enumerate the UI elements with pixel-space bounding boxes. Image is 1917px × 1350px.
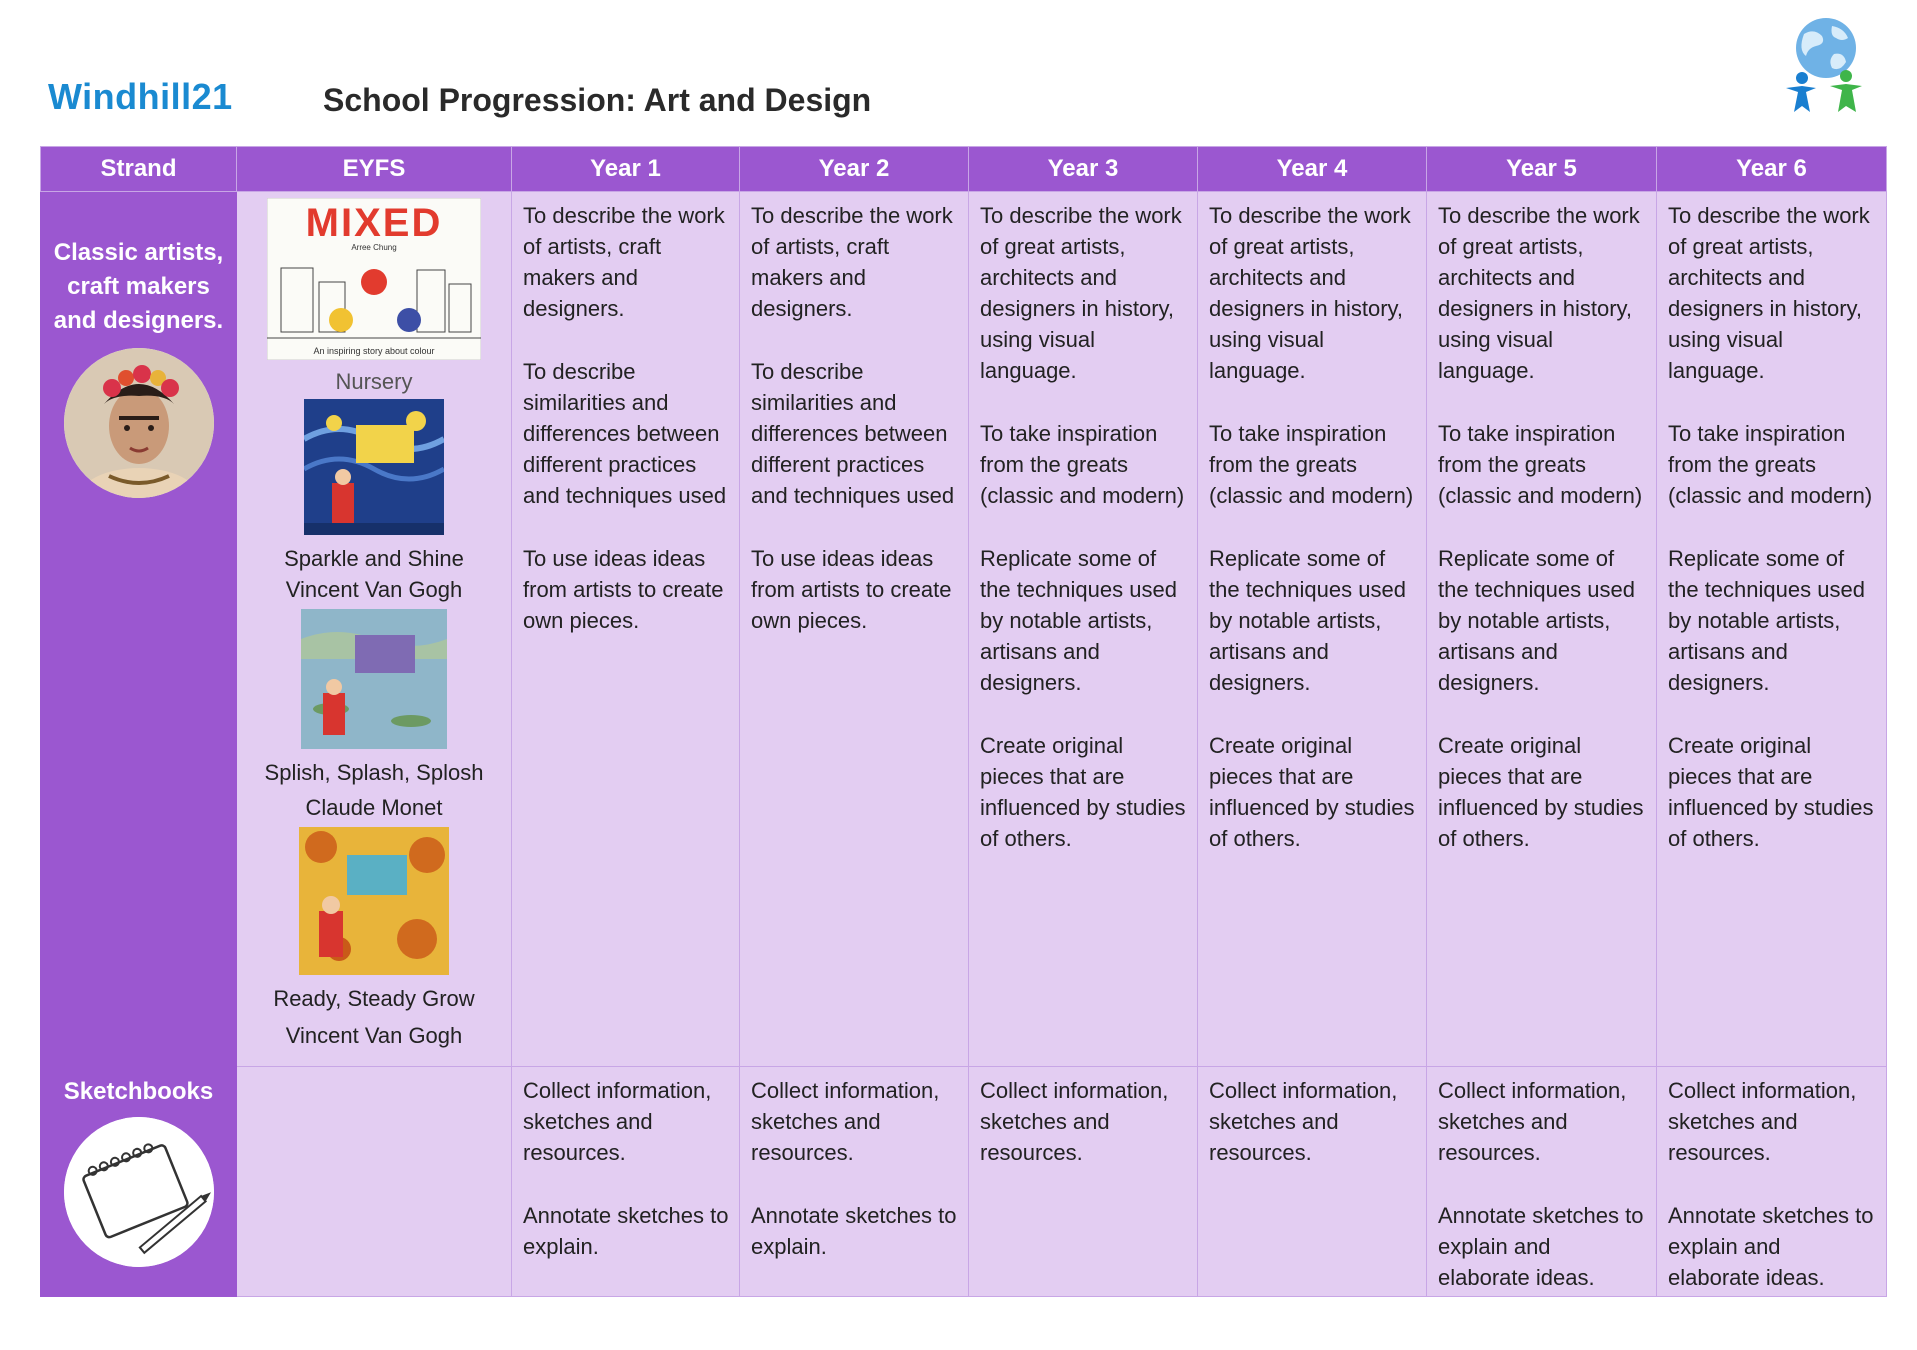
eyfs-caption-splish: Splish, Splash, Splosh	[264, 760, 484, 785]
sunflowers-book-cover-icon	[299, 827, 449, 975]
mixed-book-cover-icon	[267, 198, 481, 360]
objective-text: To take inspiration from the greats (classic and modern)	[980, 421, 1185, 508]
strand-label: Sketchbooks	[63, 1078, 214, 1105]
svg-text:An inspiring story about colou: An inspiring story about colour	[313, 346, 435, 356]
objective-text: Create original pieces that are influenced by studies of others.	[980, 733, 1186, 851]
year1-cell-classic-artists	[512, 192, 740, 1067]
starry-night-book-cover-icon	[304, 399, 444, 535]
objective-text: To describe the work of great artists, architects and designers in history, using visual language.	[1668, 203, 1870, 383]
column-header-year1: Year 1	[512, 147, 740, 192]
waterlily-book-cover-icon	[301, 609, 447, 749]
column-header-strand: Strand	[41, 147, 237, 192]
objective-text: Annotate sketches to explain and elaborate ideas.	[1438, 1203, 1644, 1290]
eyfs-caption-sparkle: Sparkle and Shine	[284, 546, 464, 571]
year3-cell-classic-artists	[969, 192, 1198, 1067]
brand-name: Windhill21	[48, 76, 233, 117]
objective-text: Collect information, sketches and resources.	[1438, 1078, 1627, 1165]
table-header-row	[41, 147, 1887, 192]
objective-text: To take inspiration from the greats (classic and modern)	[1209, 421, 1414, 508]
objective-text: To describe similarities and differences between different practices and techniques used	[751, 359, 955, 508]
objective-text: To take inspiration from the greats (classic and modern)	[1668, 421, 1873, 508]
globe-children-logo-icon	[1782, 16, 1866, 116]
objective-text: Collect information, sketches and resources.	[1209, 1078, 1398, 1165]
strand-cell-sketchbooks	[41, 1067, 237, 1297]
eyfs-caption-nursery: Nursery	[335, 369, 413, 394]
year3-cell-sketchbooks	[969, 1067, 1198, 1297]
year5-cell-classic-artists	[1427, 192, 1657, 1067]
eyfs-artist-van-gogh-1: Vincent Van Gogh	[285, 577, 463, 602]
year4-cell-sketchbooks	[1198, 1067, 1427, 1297]
eyfs-artist-monet: Claude Monet	[305, 795, 443, 820]
objective-text: Replicate some of the techniques used by notable artists, artisans and designers.	[1668, 546, 1865, 695]
objective-text: Create original pieces that are influenced by studies of others.	[1438, 733, 1644, 851]
objective-text: To describe the work of great artists, architects and designers in history, using visual language.	[980, 203, 1182, 383]
table-row-sketchbooks	[41, 1067, 1887, 1297]
objective-text: Replicate some of the techniques used by notable artists, artisans and designers.	[1209, 546, 1406, 695]
objective-text: Collect information, sketches and resources.	[980, 1078, 1169, 1165]
eyfs-caption-ready-steady: Ready, Steady Grow	[273, 986, 475, 1011]
progression-table	[40, 146, 1887, 1297]
objective-text: To take inspiration from the greats (classic and modern)	[1438, 421, 1643, 508]
objective-text: To use ideas ideas from artists to create own pieces.	[751, 546, 952, 633]
objective-text: Create original pieces that are influenced by studies of others.	[1209, 733, 1415, 851]
objective-text: Annotate sketches to explain.	[751, 1203, 957, 1259]
objective-text: Collect information, sketches and resources.	[751, 1078, 940, 1165]
objective-text: Create original pieces that are influenced by studies of others.	[1668, 733, 1874, 851]
objective-text: To describe the work of great artists, architects and designers in history, using visual language.	[1209, 203, 1411, 383]
year2-cell-sketchbooks	[740, 1067, 969, 1297]
year2-cell-classic-artists	[740, 192, 969, 1067]
svg-text:MIXED: MIXED	[305, 201, 443, 245]
table-row-classic-artists	[41, 192, 1887, 1067]
objective-text: To describe the work of great artists, architects and designers in history, using visual language.	[1438, 203, 1640, 383]
eyfs-cell-classic-artists	[237, 192, 512, 1067]
column-header-year2: Year 2	[740, 147, 969, 192]
eyfs-artist-van-gogh-2: Vincent Van Gogh	[285, 1023, 463, 1048]
column-header-year5: Year 5	[1427, 147, 1657, 192]
column-header-year3: Year 3	[969, 147, 1198, 192]
objective-text: Collect information, sketches and resources.	[1668, 1078, 1857, 1165]
strand-label: Classic artists, craft makers and designers.	[53, 239, 224, 334]
frida-kahlo-portrait-icon	[64, 348, 214, 498]
year6-cell-sketchbooks	[1657, 1067, 1887, 1297]
objective-text: Replicate some of the techniques used by notable artists, artisans and designers.	[980, 546, 1177, 695]
strand-cell-classic-artists	[41, 192, 237, 1067]
objective-text: To describe the work of artists, craft makers and designers.	[523, 203, 725, 321]
objective-text: To use ideas ideas from artists to create own pieces.	[523, 546, 724, 633]
eyfs-cell-sketchbooks	[237, 1067, 512, 1297]
objective-text: Replicate some of the techniques used by notable artists, artisans and designers.	[1438, 546, 1635, 695]
column-header-eyfs: EYFS	[237, 147, 512, 192]
column-header-year6: Year 6	[1657, 147, 1887, 192]
year5-cell-sketchbooks	[1427, 1067, 1657, 1297]
year1-cell-sketchbooks	[512, 1067, 740, 1297]
year4-cell-classic-artists	[1198, 192, 1427, 1067]
sketchbook-pencil-icon	[64, 1117, 214, 1267]
objective-text: To describe similarities and differences between different practices and techniques used	[523, 359, 727, 508]
column-header-year4: Year 4	[1198, 147, 1427, 192]
objective-text: To describe the work of artists, craft makers and designers.	[751, 203, 953, 321]
objective-text: Annotate sketches to explain.	[523, 1203, 729, 1259]
svg-text:Arree Chung: Arree Chung	[351, 243, 397, 252]
page-title: School Progression: Art and Design	[323, 82, 872, 118]
objective-text: Collect information, sketches and resources.	[523, 1078, 712, 1165]
year6-cell-classic-artists	[1657, 192, 1887, 1067]
objective-text: Annotate sketches to explain and elaborate ideas.	[1668, 1203, 1874, 1290]
